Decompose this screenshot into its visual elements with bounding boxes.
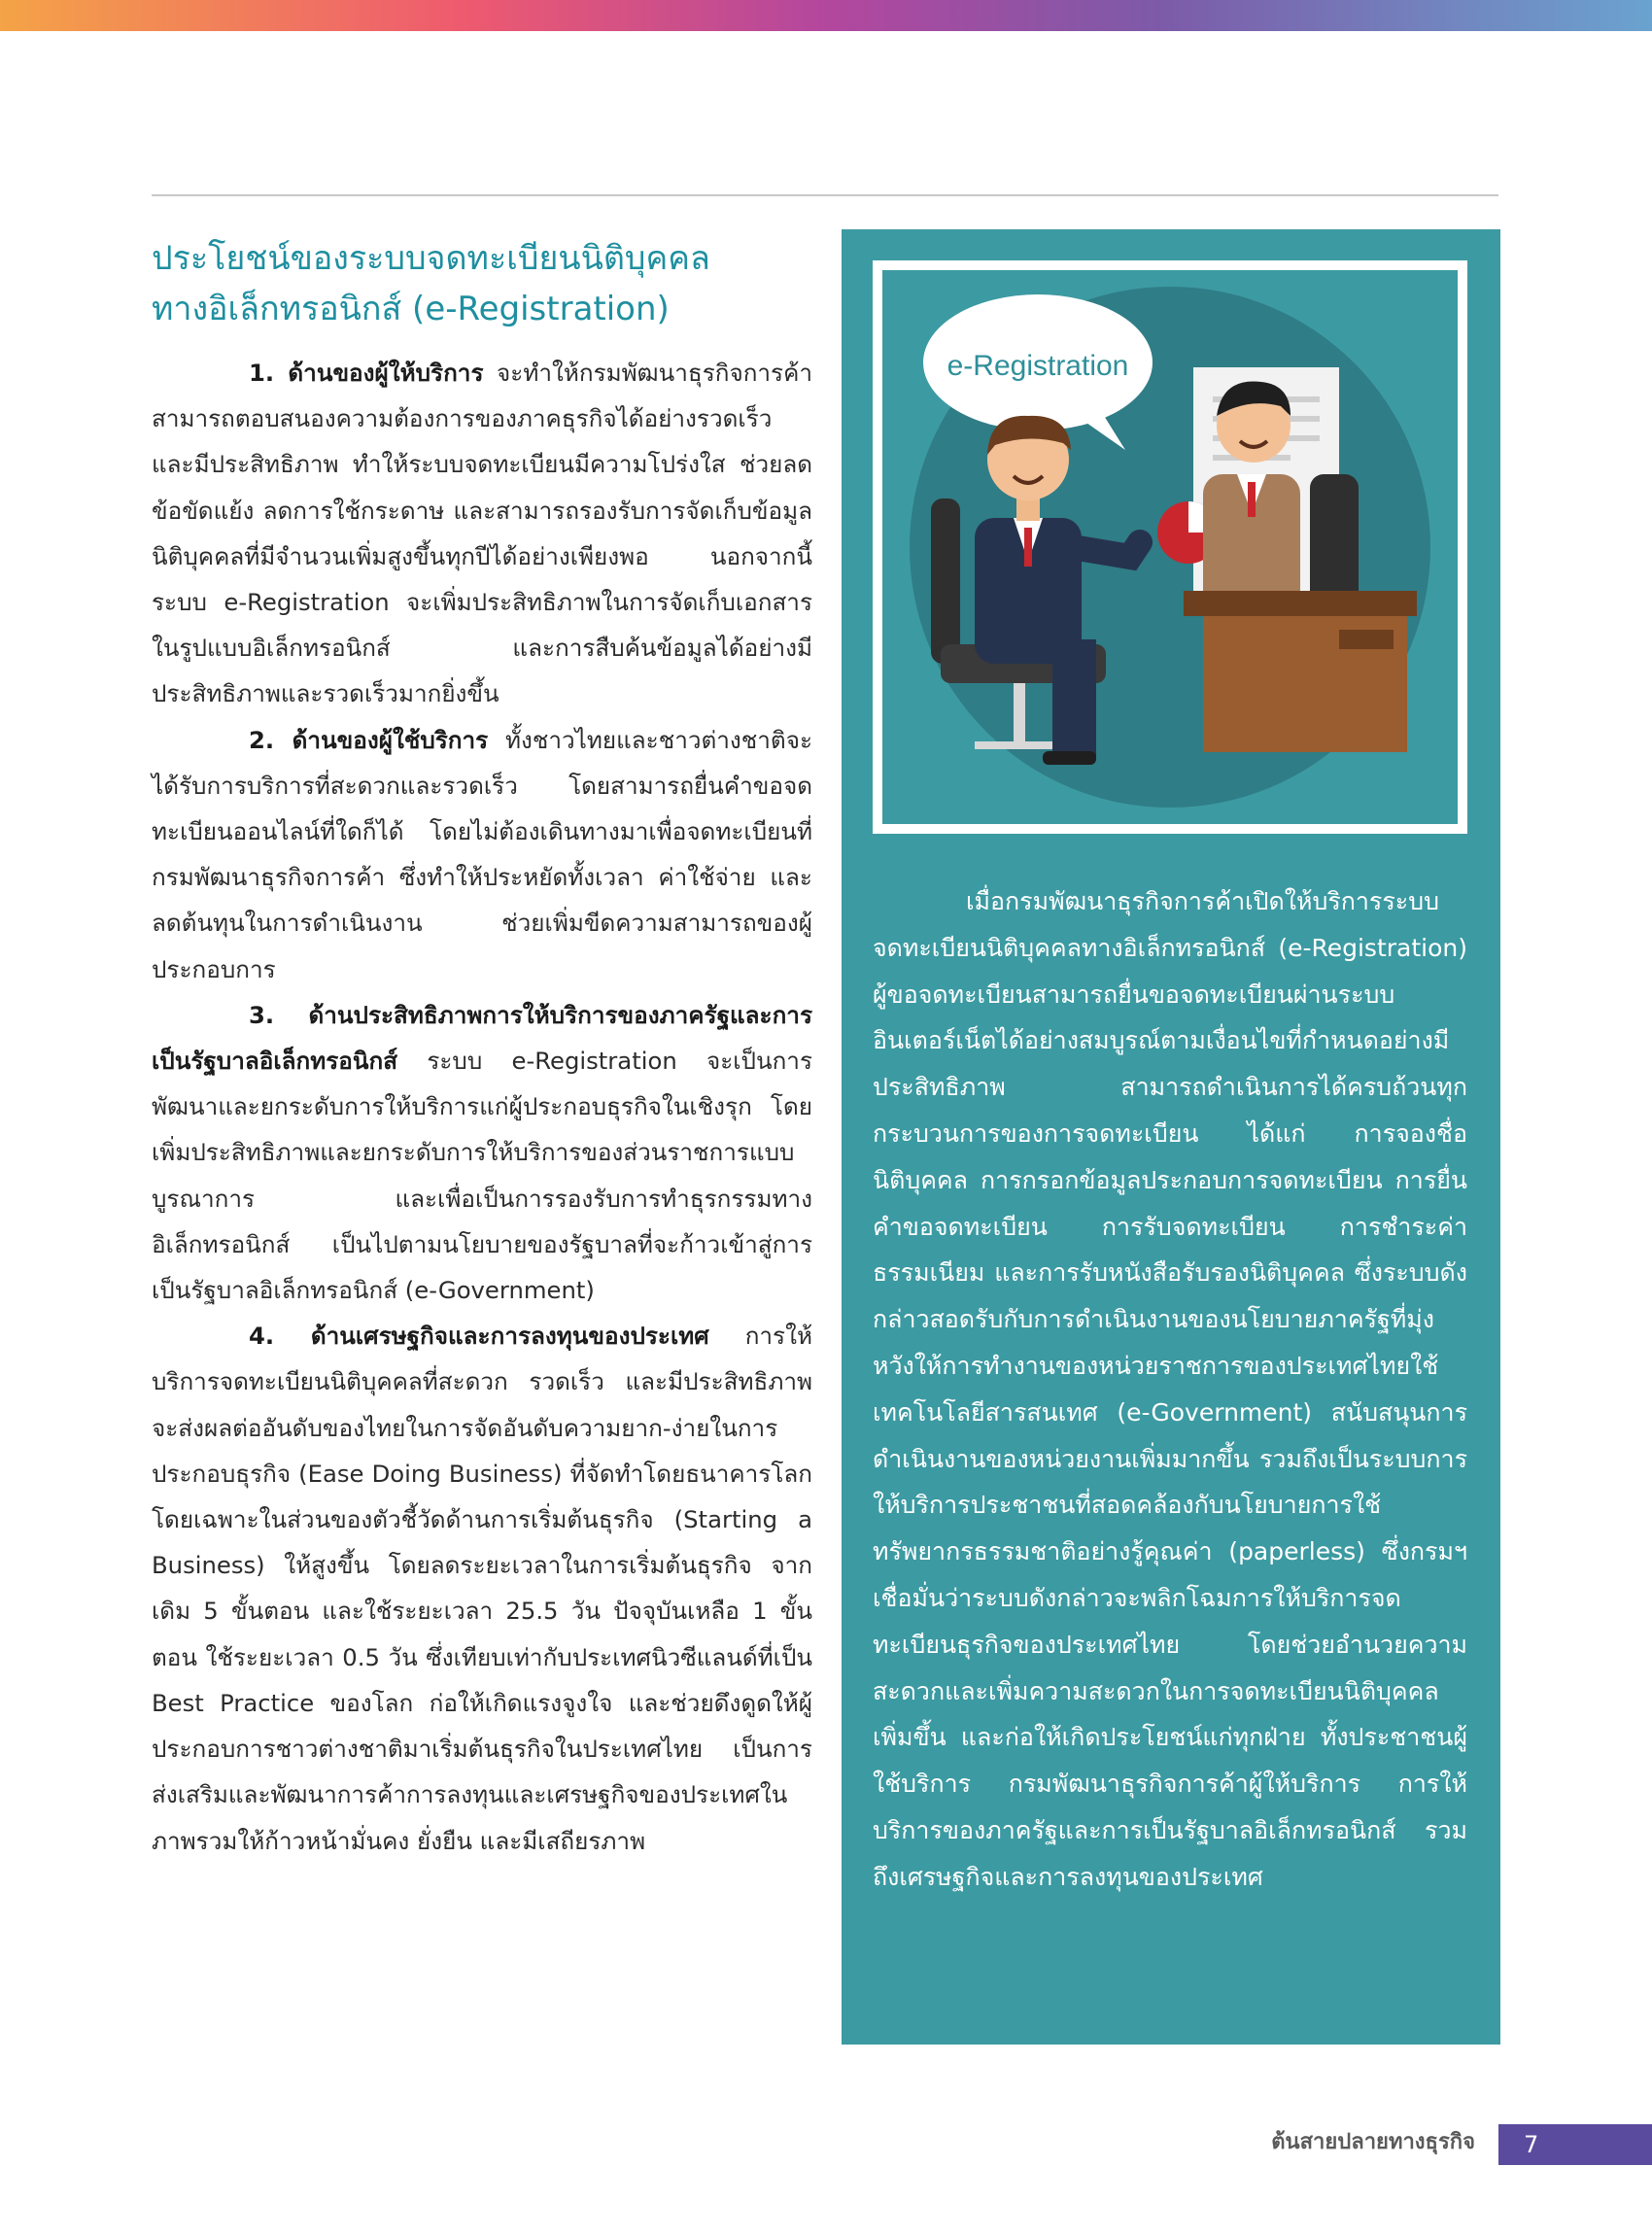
benefit-item-2-body: ทั้งชาวไทยและชาวต่างชาติจะได้รับการบริการที่สะดวกและรวดเร็ว โดยสามารถยื่นคำขอจดทะเบียนออนไลน์ที่ใดก็ได้ โดยไม่ต้องเดินทางมาเพื่อจดทะเบียนที่กรมพัฒนาธุรกิจการค้า ซึ่งทำให้ประหยัดทั้งเวลา ค่าใช้จ่าย และลดต้นทุนในการดำเนินงาน ช่วยเพิ่มขีดความสามารถของผู้ประกอบการ [152, 725, 812, 983]
person-left-arm [1072, 542, 1140, 557]
benefit-item-4-heading: 4. ด้านเศรษฐกิจและการลงทุนของประเทศ [249, 1322, 709, 1351]
article-title [152, 233, 812, 334]
illustration-frame [873, 260, 1467, 834]
benefit-item-2-heading: 2. ด้านของผู้ใช้บริการ [249, 725, 489, 754]
desk-top [1184, 591, 1417, 616]
page-number-tab [1498, 2124, 1652, 2165]
footer-publication-title: ต้นสายปลายทางธุรกิจ [1271, 2130, 1475, 2154]
benefit-item-1 [152, 350, 812, 717]
person-right-tie [1248, 482, 1256, 517]
speech-bubble-label: e-Registration [946, 350, 1129, 382]
person-left-leg [1052, 639, 1096, 756]
header-divider [152, 194, 1498, 196]
person-left-tie [1024, 528, 1032, 567]
chair-icon [931, 499, 960, 664]
article-title-line-2: ทางอิเล็กทรอนิกส์ (e-Registration) [152, 290, 670, 328]
illustration-background [882, 270, 1458, 824]
sidebar-text: เมื่อกรมพัฒนาธุรกิจการค้าเปิดให้บริการระบบจดทะเบียนนิติบุคคลทางอิเล็กทรอนิกส์ (e-Registration) ผู้ขอจดทะเบียนสามารถยื่นขอจดทะเบียนผ่านระบบอินเตอร์เน็ตได้อย่างสมบูรณ์ตามเงื่อนไขที่กำหนดอย่างมีประสิทธิภาพ สามารถดำเนินการได้ครบถ้วนทุกกระบวนการของการจดทะเบียน ได้แก่ การจองชื่อนิติบุคคล การกรอกข้อมูลประกอบการจดทะเบียน การยื่นคำขอจดทะเบียน การรับจดทะเบียน การชำระค่าธรรมเนียม และการรับหนังสือรับรองนิติบุคคล ซึ่งระบบดังกล่าวสอดรับกับการดำเนินงานของนโยบายภาครัฐที่มุ่งหวังให้การทำงานของหน่วยราชการของประเทศไทยใช้เทคโนโลยีสารสนเทศ (e-Government) สนับสนุนการดำเนินงานของหน่วยงานเพิ่มมากขึ้น รวมถึงเป็นระบบการให้บริการประชาชนที่สอดคล้องกับนโยบายการใช้ทรัพยากรธรรมชาติอย่างรู้คุณค่า (paperless) ซึ่งกรมฯ เชื่อมั่นว่าระบบดังกล่าวจะพลิกโฉมการให้บริการจดทะเบียนธุรกิจของประเทศไทย โดยช่วยอำนวยความสะดวกและเพิ่มความสะดวกในการจดทะเบียนนิติบุคคลเพิ่มขึ้น และก่อให้เกิดประโยชน์แก่ทุกฝ่าย ทั้งประชาชนผู้ใช้บริการ กรมพัฒนาธุรกิจการค้าผู้ให้บริการ การให้บริการของภาครัฐและการเป็นรัฐบาลอิเล็กทรอนิกส์ รวมถึงเศรษฐกิจและการลงทุนของประเทศ [873, 887, 1467, 1891]
article-title-line-1: ประโยชน์ของระบบจดทะเบียนนิติบุคคล [152, 239, 710, 278]
benefit-item-3-body: ระบบ e-Registration จะเป็นการพัฒนาและยกระดับการให้บริการแก่ผู้ประกอบธุรกิจในเชิงรุก โดยเพิ่มประสิทธิภาพและยกระดับการให้บริการของส่วนราชการแบบบูรณาการ และเพื่อเป็นการรองรับการทำธุรกรรมทางอิเล็กทรอนิกส์ เป็นไปตามนโยบายของรัฐบาลที่จะก้าวเข้าสู่การเป็นรัฐบาลอิเล็กทรอนิกส์ (e-Government) [152, 1047, 812, 1305]
page-number: 7 [1524, 2131, 1539, 2158]
header-gradient-bar [0, 0, 1652, 31]
desk-drawer [1339, 630, 1394, 649]
benefit-item-1-body: จะทำให้กรมพัฒนาธุรกิจการค้าสามารถตอบสนองความต้องการของภาคธุรกิจได้อย่างรวดเร็วและมีประสิทธิภาพ ทำให้ระบบจดทะเบียนมีความโปร่งใส ช่วยลดข้อขัดแย้ง ลดการใช้กระดาษ และสามารถรองรับการจัดเก็บข้อมูลนิติบุคคลที่มีจำนวนเพิ่มสูงขึ้นทุกปีได้อย่างเพียงพอ นอกจากนี้ ระบบ e-Registration จะเพิ่มประสิทธิภาพในการจัดเก็บเอกสารในรูปแบบอิเล็กทรอนิกส์ และการสืบค้นข้อมูลได้อย่างมีประสิทธิภาพและรวดเร็วมากยิ่งขึ้น [152, 359, 812, 708]
benefit-item-4-body: การให้บริการจดทะเบียนนิติบุคคลที่สะดวก รวดเร็ว และมีประสิทธิภาพ จะส่งผลต่ออันดับของไทยในการจัดอันดับความยาก-ง่ายในการประกอบธุรกิจ (Ease Doing Business) ที่จัดทำโดยธนาคารโลก โดยเฉพาะในส่วนของตัวชี้วัดด้านการเริ่มต้นธุรกิจ (Starting a Business) ให้สูงขึ้น โดยลดระยะเวลาในการเริ่มต้นธุรกิจ จากเดิม 5 ขั้นตอน และใช้ระยะเวลา 25.5 วัน ปัจจุบันเหลือ 1 ขั้นตอน ใช้ระยะเวลา 0.5 วัน ซึ่งเทียบเท่ากับประเทศนิวซีแลนด์ที่เป็น Best Practice ของโลก ก่อให้เกิดแรงจูงใจ และช่วยดึงดูดให้ผู้ประกอบการชาวต่างชาติมาเริ่มต้นธุรกิจในประเทศไทย เป็นการส่งเสริมและพัฒนาการค้าการลงทุนและเศรษฐกิจของประเทศในภาพรวมให้ก้าวหน้ามั่นคง ยั่งยืน และมีเสถียรภาพ [152, 1322, 812, 1855]
article-column [152, 233, 812, 1864]
chair-stem [1014, 683, 1025, 741]
benefit-item-3 [152, 992, 812, 1313]
benefit-item-4 [152, 1313, 812, 1863]
benefit-item-3-heading: 3. ด้านประสิทธิภาพการให้บริการของภาครัฐและการเป็นรัฐบาลอิเล็กทรอนิกส์ [152, 1000, 812, 1076]
business-meeting-illustration [882, 270, 1458, 824]
person-left-shoe [1043, 751, 1096, 765]
benefit-item-2 [152, 717, 812, 992]
benefit-item-1-heading: 1. ด้านของผู้ให้บริการ [249, 359, 484, 387]
